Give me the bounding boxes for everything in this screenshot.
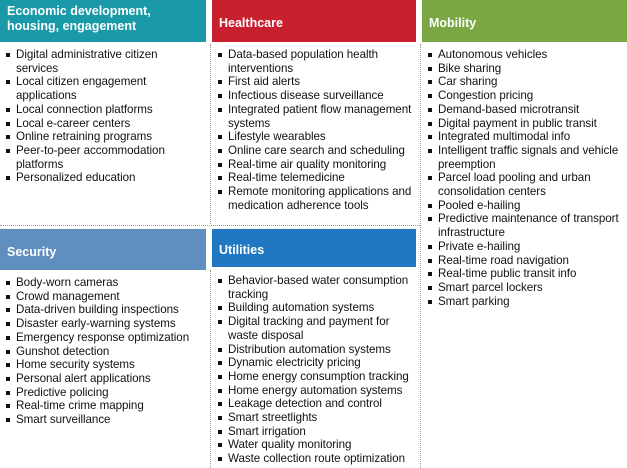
bullet-icon bbox=[218, 135, 222, 139]
bullet-icon bbox=[428, 272, 432, 276]
list-item: Data-driven building inspections bbox=[0, 303, 200, 317]
panel-utilities-list bbox=[212, 274, 414, 466]
bullet-icon bbox=[428, 149, 432, 153]
panel-healthcare bbox=[212, 0, 416, 225]
bullet-icon bbox=[218, 279, 222, 283]
list-item: Disaster early-warning systems bbox=[0, 317, 200, 331]
list-item: Real-time air quality monitoring bbox=[212, 158, 412, 172]
bullet-icon bbox=[428, 108, 432, 112]
bullet-icon bbox=[6, 122, 10, 126]
list-item: Water quality monitoring bbox=[212, 438, 414, 452]
list-item: Pooled e-hailing bbox=[422, 199, 626, 213]
bullet-icon bbox=[428, 176, 432, 180]
bullet-icon bbox=[428, 53, 432, 57]
bullet-icon bbox=[218, 306, 222, 310]
bullet-icon bbox=[218, 149, 222, 153]
bullet-icon bbox=[6, 391, 10, 395]
list-item: Crowd management bbox=[0, 290, 200, 304]
bullet-icon bbox=[6, 149, 10, 153]
list-item: Smart surveillance bbox=[0, 413, 200, 427]
list-item: Smart parking bbox=[422, 295, 626, 309]
list-item: Real-time public transit info bbox=[422, 267, 626, 281]
list-item: Integrated patient flow management systems bbox=[212, 103, 412, 130]
bullet-icon bbox=[218, 348, 222, 352]
bullet-icon bbox=[428, 80, 432, 84]
bullet-icon bbox=[218, 361, 222, 365]
panel-utilities bbox=[212, 229, 416, 468]
list-item: Behavior-based water consumption tracking bbox=[212, 274, 414, 301]
panel-healthcare-list bbox=[212, 48, 412, 212]
bullet-icon bbox=[218, 457, 222, 461]
list-item: Local e-career centers bbox=[0, 117, 200, 131]
bullet-icon bbox=[6, 308, 10, 312]
list-item: Peer-to-peer accommodation platforms bbox=[0, 144, 200, 171]
bullet-icon bbox=[218, 80, 222, 84]
list-item: Online care search and scheduling bbox=[212, 144, 412, 158]
list-item: Congestion pricing bbox=[422, 89, 626, 103]
list-item: Real-time crime mapping bbox=[0, 399, 200, 413]
list-item: Digital payment in public transit bbox=[422, 117, 626, 131]
bullet-icon bbox=[218, 94, 222, 98]
bullet-icon bbox=[218, 163, 222, 167]
list-item: Smart irrigation bbox=[212, 425, 414, 439]
bullet-icon bbox=[428, 122, 432, 126]
list-item: Digital tracking and payment for waste disposal bbox=[212, 315, 414, 342]
bullet-icon bbox=[428, 259, 432, 263]
bullet-icon bbox=[6, 135, 10, 139]
bullet-icon bbox=[6, 336, 10, 340]
list-item: Waste collection route optimization bbox=[212, 452, 414, 466]
panel-security-title: Security bbox=[7, 244, 57, 259]
panel-mobility-header bbox=[422, 0, 627, 42]
divider-vertical-2 bbox=[420, 44, 421, 468]
bullet-icon bbox=[6, 53, 10, 57]
list-item: Online retraining programs bbox=[0, 130, 200, 144]
panel-mobility-list bbox=[422, 48, 626, 308]
list-item: Emergency response optimization bbox=[0, 331, 200, 345]
list-item: Parcel load pooling and urban consolidation centers bbox=[422, 171, 626, 198]
list-item: Digital administrative citizen services bbox=[0, 48, 200, 75]
list-item: Remote monitoring applications and medication adherence tools bbox=[212, 185, 412, 212]
list-item: Predictive maintenance of transport infrastructure bbox=[422, 212, 626, 239]
bullet-icon bbox=[6, 377, 10, 381]
list-item: Smart parcel lockers bbox=[422, 281, 626, 295]
bullet-icon bbox=[218, 416, 222, 420]
list-item: Leakage detection and control bbox=[212, 397, 414, 411]
bullet-icon bbox=[428, 67, 432, 71]
panel-mobility-title: Mobility bbox=[429, 16, 477, 31]
list-item: Demand-based microtransit bbox=[422, 103, 626, 117]
panel-economic-title: Economic development, housing, engagement bbox=[7, 4, 151, 33]
list-item: Body-worn cameras bbox=[0, 276, 200, 290]
bullet-icon bbox=[6, 322, 10, 326]
list-item: Predictive policing bbox=[0, 386, 200, 400]
bullet-icon bbox=[6, 281, 10, 285]
bullet-icon bbox=[428, 245, 432, 249]
bullet-icon bbox=[218, 53, 222, 57]
panel-security-list bbox=[0, 276, 200, 427]
list-item: Integrated multimodal info bbox=[422, 130, 626, 144]
panel-utilities-title: Utilities bbox=[219, 243, 265, 258]
bullet-icon bbox=[6, 418, 10, 422]
bullet-icon bbox=[218, 176, 222, 180]
bullet-icon bbox=[6, 80, 10, 84]
list-item: Local citizen engagement applications bbox=[0, 75, 200, 102]
list-item: Bike sharing bbox=[422, 62, 626, 76]
panel-economic-list bbox=[0, 48, 200, 185]
panel-economic bbox=[0, 0, 206, 225]
bullet-icon bbox=[218, 389, 222, 393]
list-item: Personal alert applications bbox=[0, 372, 200, 386]
bullet-icon bbox=[428, 286, 432, 290]
list-item: Real-time road navigation bbox=[422, 254, 626, 268]
bullet-icon bbox=[218, 375, 222, 379]
list-item: Distribution automation systems bbox=[212, 343, 414, 357]
list-item: Building automation systems bbox=[212, 301, 414, 315]
list-item: Intelligent traffic signals and vehicle preemption bbox=[422, 144, 626, 171]
bullet-icon bbox=[6, 108, 10, 112]
panel-security-header bbox=[0, 229, 206, 270]
list-item: First aid alerts bbox=[212, 75, 412, 89]
list-item: Gunshot detection bbox=[0, 345, 200, 359]
bullet-icon bbox=[428, 94, 432, 98]
list-item: Home energy consumption tracking bbox=[212, 370, 414, 384]
panel-security bbox=[0, 229, 206, 468]
divider-vertical-3 bbox=[210, 270, 211, 468]
panel-economic-header bbox=[0, 0, 206, 42]
bullet-icon bbox=[218, 108, 222, 112]
list-item: Private e-hailing bbox=[422, 240, 626, 254]
bullet-icon bbox=[428, 135, 432, 139]
bullet-icon bbox=[218, 402, 222, 406]
list-item: Smart streetlights bbox=[212, 411, 414, 425]
list-item: Dynamic electricity pricing bbox=[212, 356, 414, 370]
bullet-icon bbox=[218, 320, 222, 324]
bullet-icon bbox=[218, 443, 222, 447]
list-item: Infectious disease surveillance bbox=[212, 89, 412, 103]
bullet-icon bbox=[218, 190, 222, 194]
divider-vertical-1 bbox=[210, 44, 211, 224]
divider-horizontal-1 bbox=[0, 225, 420, 226]
bullet-icon bbox=[428, 217, 432, 221]
bullet-icon bbox=[6, 176, 10, 180]
list-item: Data-based population health interventions bbox=[212, 48, 412, 75]
bullet-icon bbox=[6, 295, 10, 299]
list-item: Autonomous vehicles bbox=[422, 48, 626, 62]
list-item: Home security systems bbox=[0, 358, 200, 372]
list-item: Home energy automation systems bbox=[212, 384, 414, 398]
panel-healthcare-title: Healthcare bbox=[219, 16, 283, 31]
bullet-icon bbox=[428, 204, 432, 208]
list-item: Car sharing bbox=[422, 75, 626, 89]
list-item: Lifestyle wearables bbox=[212, 130, 412, 144]
panel-mobility bbox=[422, 0, 627, 468]
bullet-icon bbox=[6, 350, 10, 354]
list-item: Personalized education bbox=[0, 171, 200, 185]
panel-utilities-header bbox=[212, 229, 416, 267]
panel-healthcare-header bbox=[212, 0, 416, 42]
bullet-icon bbox=[218, 430, 222, 434]
list-item: Local connection platforms bbox=[0, 103, 200, 117]
bullet-icon bbox=[6, 404, 10, 408]
list-item: Real-time telemedicine bbox=[212, 171, 412, 185]
bullet-icon bbox=[428, 300, 432, 304]
bullet-icon bbox=[6, 363, 10, 367]
